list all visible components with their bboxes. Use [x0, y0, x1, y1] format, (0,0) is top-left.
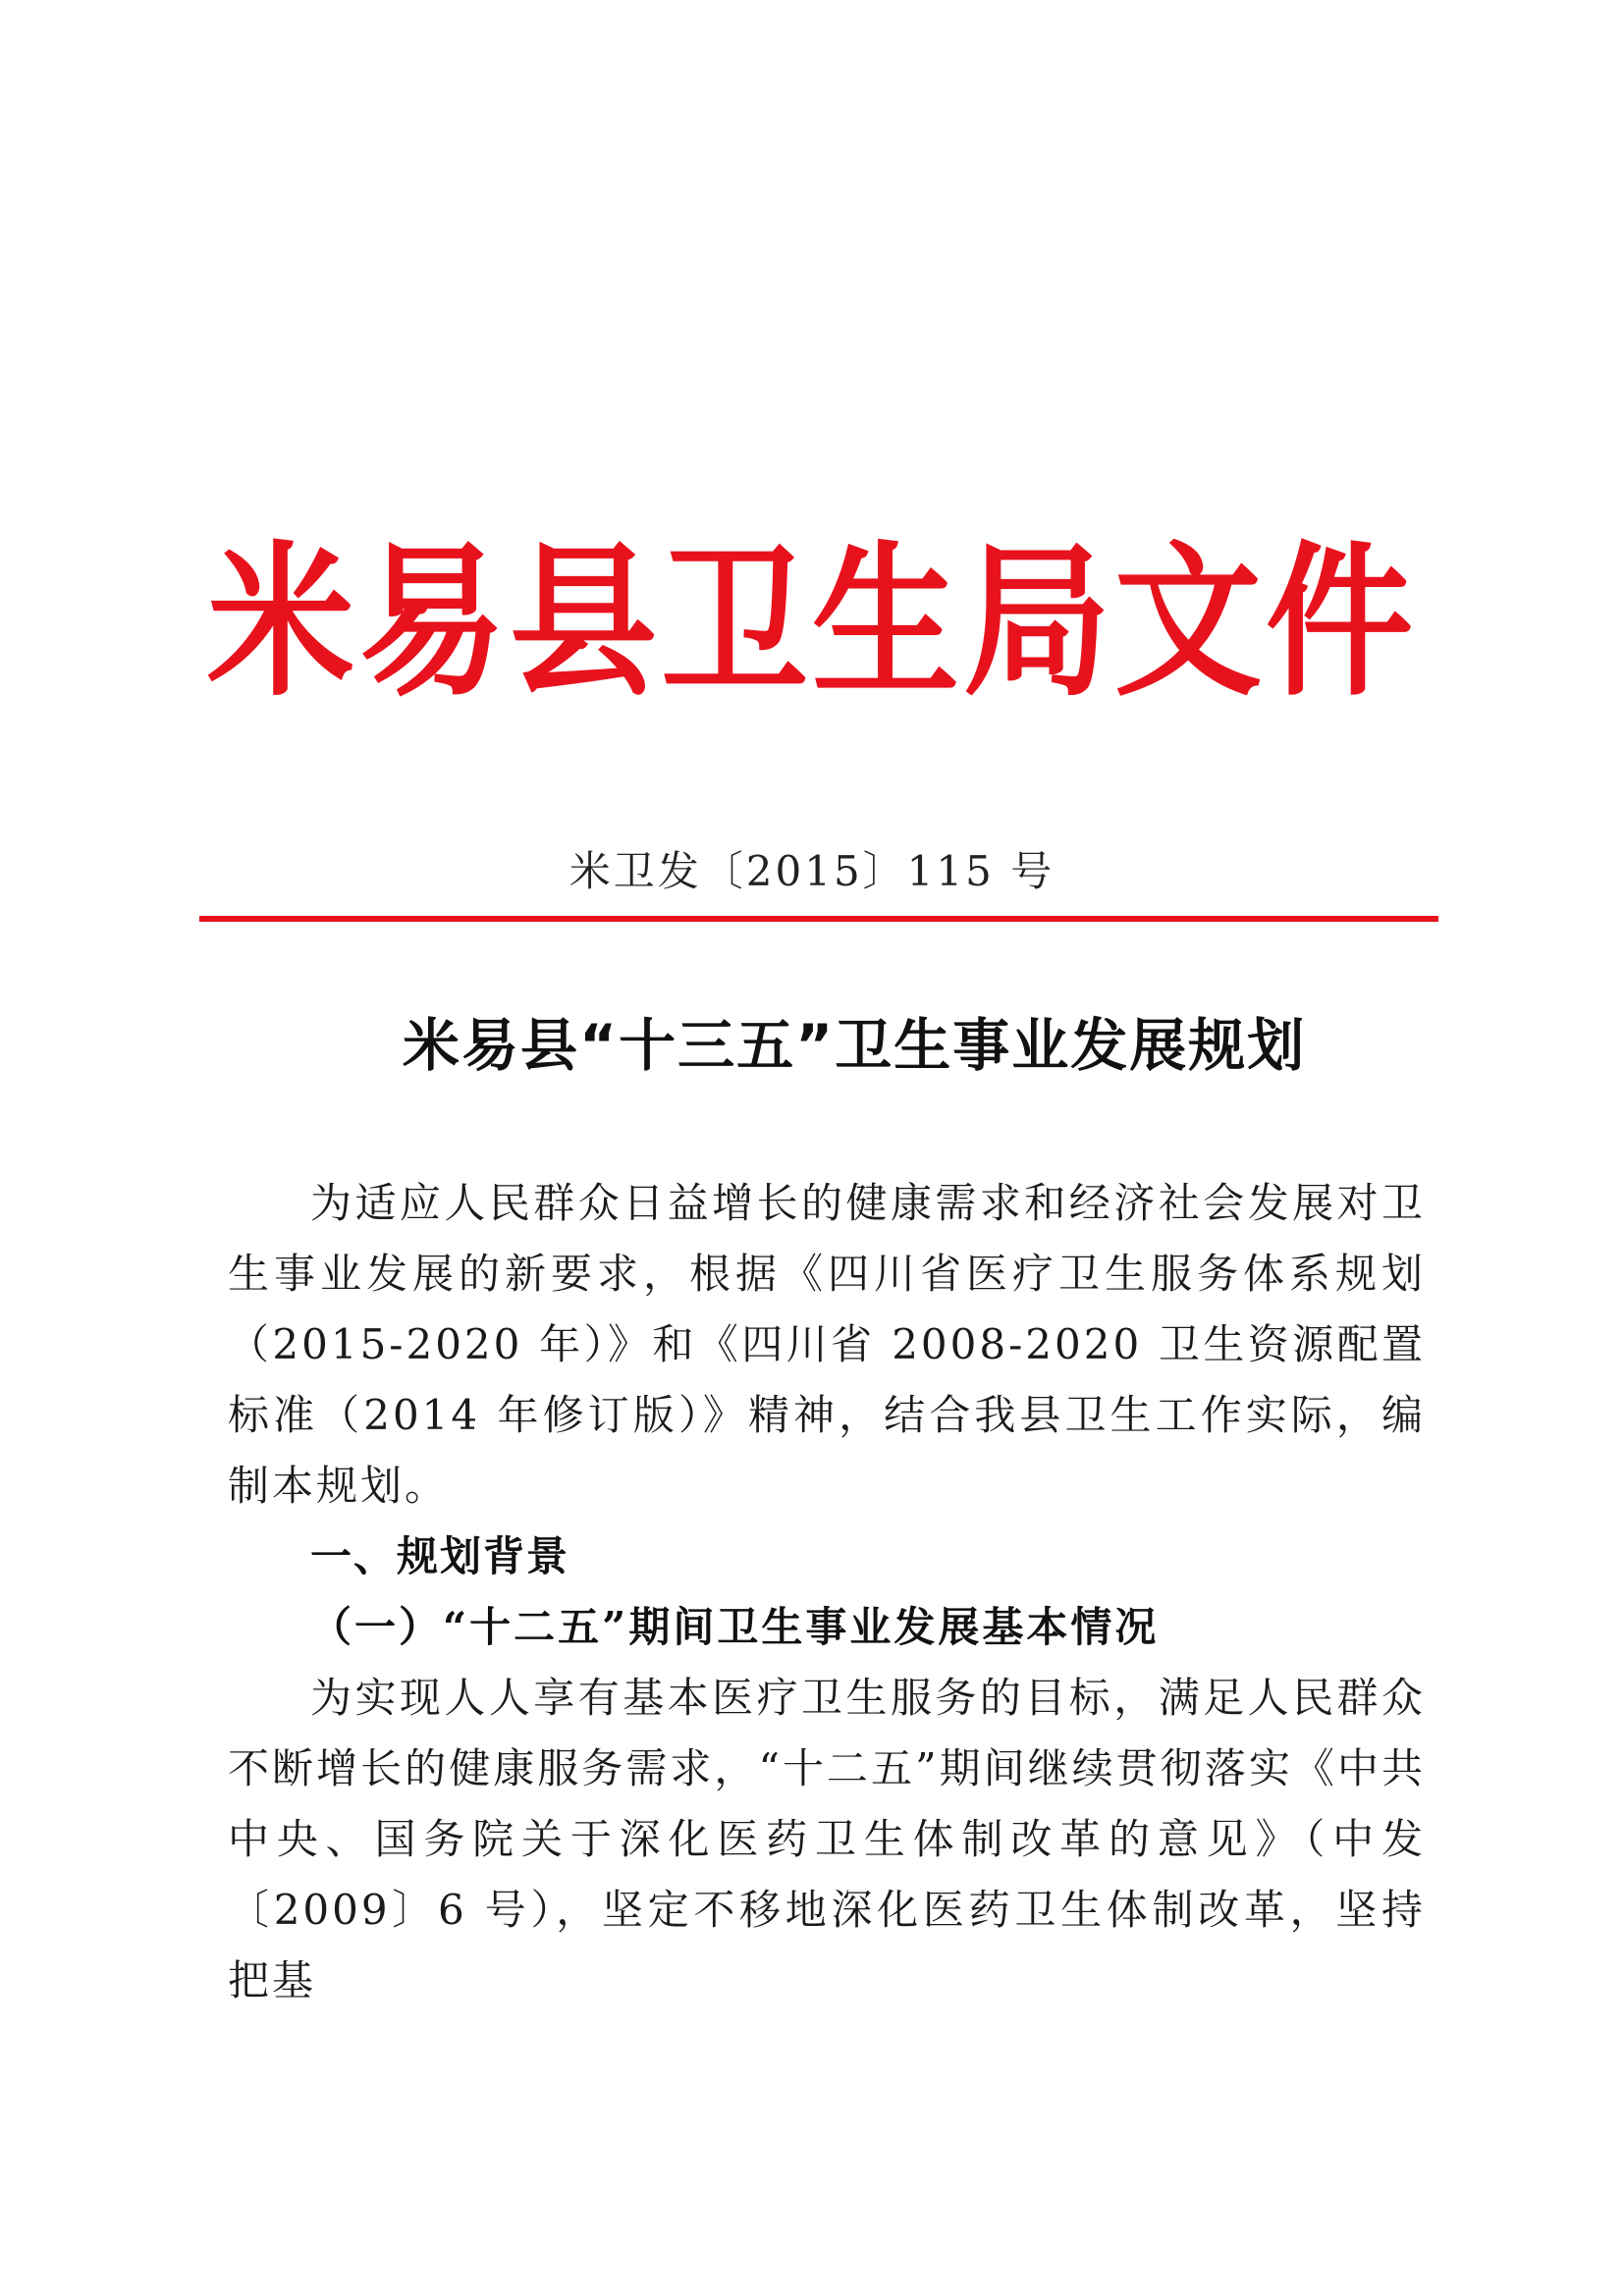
document-body: [228, 1168, 1426, 2016]
section-heading-background: 一、规划背景: [310, 1532, 570, 1580]
document-number: 米卫发〔2015〕115 号: [568, 847, 1056, 895]
masthead-title: 米易县卫生局文件: [206, 527, 1417, 720]
subsection-paragraph: 为实现人人享有基本医疗卫生服务的目标，满足人民群众不断增长的健康服务需求，“十二五”期间继续贯彻落实《中共中央、国务院关于深化医药卫生体制改革的意见》（中发〔2009〕6 号），坚定不移地深化医药卫生体制改革，坚持把基: [228, 1674, 1426, 2004]
subsection-heading-12th-five-year: （一）“十二五”期间卫生事业发展基本情况: [310, 1603, 1160, 1651]
intro-paragraph: 为适应人民群众日益增长的健康需求和经济社会发展对卫生事业发展的新要求，根据《四川省医疗卫生服务体系规划（2015-2020 年）》和《四川省 2008-2020 卫生资源配置标准（2014 年修订版）》精神，结合我县卫生工作实际，编制本规划。: [228, 1179, 1426, 1510]
red-divider-line: [199, 916, 1438, 922]
document-title: 米易县“十三五”卫生事业发展规划: [403, 1012, 1307, 1079]
